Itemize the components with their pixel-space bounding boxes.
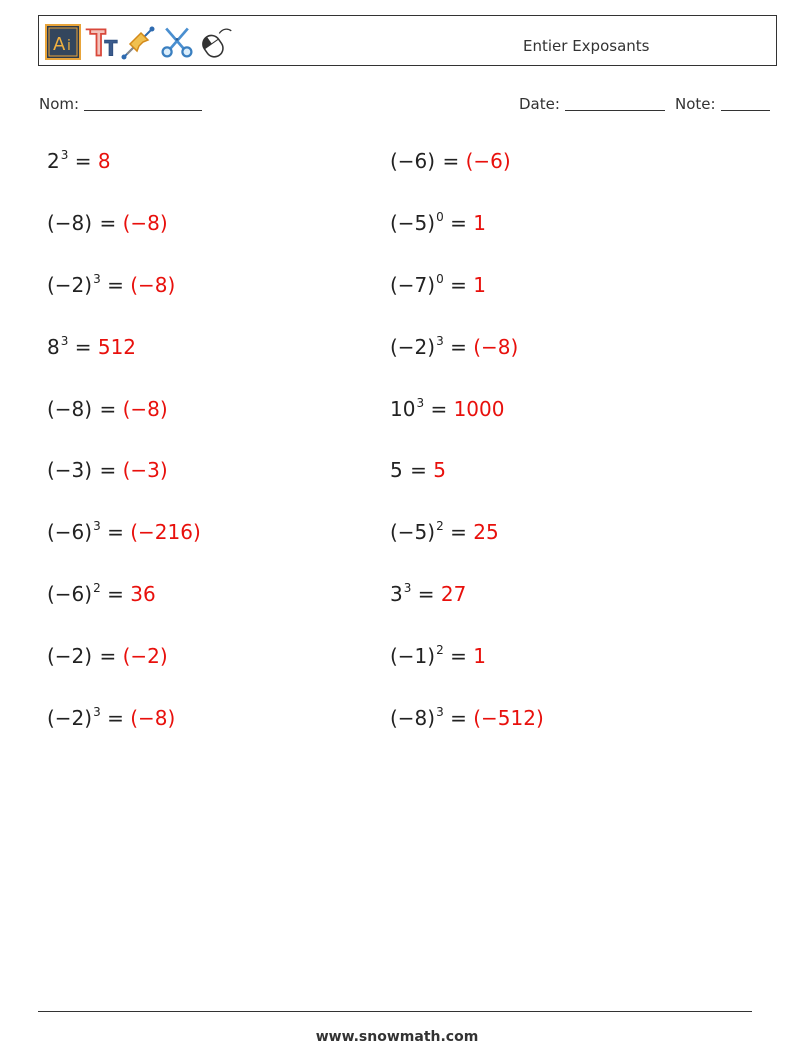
footer-url[interactable]: www.snowmath.com xyxy=(315,1029,479,1045)
problem-right-7: $(-5)^2 = 25$ xyxy=(390,519,499,544)
problem-left-7: $(-6)^3 = (-216)$ xyxy=(47,519,201,544)
problem-right-9: $(-1)^2 = 1$ xyxy=(390,643,486,668)
date-field[interactable] xyxy=(519,94,665,113)
problem-right-2: $(-5)^0 = 1$ xyxy=(390,210,486,235)
problem-right-10: $(-8)^3 = (-512)$ xyxy=(390,705,544,730)
text-size-icon[interactable] xyxy=(83,24,119,60)
problem-right-8: $3^3 = 27$ xyxy=(390,581,467,606)
date-blank[interactable] xyxy=(565,94,665,111)
problem-right-5: $10^3 = 1000$ xyxy=(390,396,505,421)
name-field[interactable] xyxy=(39,94,202,113)
note-field[interactable] xyxy=(675,94,770,113)
svg-text:i: i xyxy=(67,38,71,54)
problem-right-1: (−6) = (−6) xyxy=(390,149,511,173)
problem-left-5: (−8) = (−8) xyxy=(47,397,168,421)
problem-left-8: $(-6)^2 = 36$ xyxy=(47,581,156,606)
problem-left-9: (−2) = (−2) xyxy=(47,644,168,668)
problem-left-4: $8^3 = 512$ xyxy=(47,334,137,359)
name-label: Nom: xyxy=(39,95,80,113)
footer-divider xyxy=(38,1011,752,1012)
pushpin-line-icon[interactable] xyxy=(121,24,157,60)
name-blank[interactable] xyxy=(84,94,202,111)
problem-left-6: (−3) = (−3) xyxy=(47,458,168,482)
computer-mouse-icon[interactable] xyxy=(197,24,233,60)
problem-right-4: $(-2)^3 = (-8)$ xyxy=(390,334,519,359)
svg-text:A: A xyxy=(53,34,66,55)
problem-left-3: $(-2)^3 = (-8)$ xyxy=(47,272,176,297)
note-label: Note: xyxy=(675,95,716,113)
problem-right-3: $(-7)^0 = 1$ xyxy=(390,272,486,297)
date-label: Date: xyxy=(519,95,560,113)
ai-text-icon[interactable] xyxy=(45,24,81,60)
scissors-icon[interactable] xyxy=(159,24,195,60)
problem-left-10: $(-2)^3 = (-8)$ xyxy=(47,705,176,730)
problem-left-2: (−8) = (−8) xyxy=(47,211,168,235)
note-blank[interactable] xyxy=(721,94,770,111)
problem-right-6: 5 = 5 xyxy=(390,458,446,482)
toolbar xyxy=(45,24,233,60)
worksheet-title: Entier Exposants xyxy=(523,37,650,55)
worksheet-header xyxy=(38,15,777,66)
problem-left-1: $2^3 = 8$ xyxy=(47,148,111,173)
